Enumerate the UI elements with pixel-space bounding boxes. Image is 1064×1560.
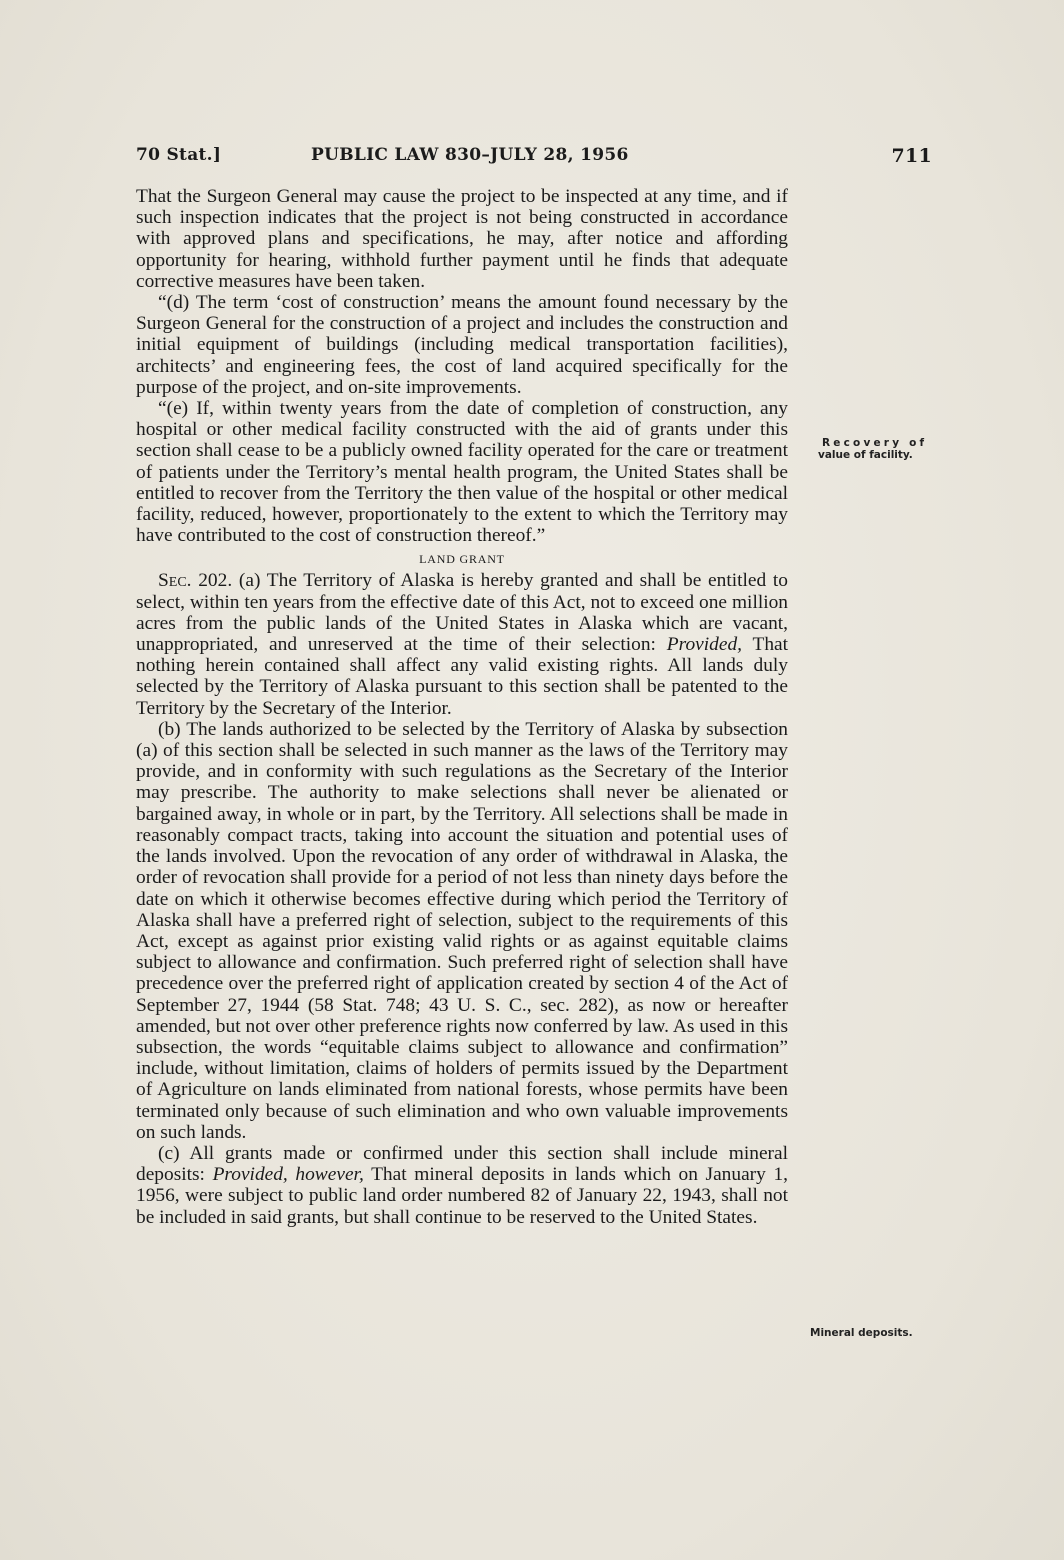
paragraph-d-cost-of-construction: “(d) The term ‘cost of construction’ means the amount found necessary by the Surgeon General for the construction of a project and includes the construction and initial equipment of buildings (including medical transportation facilities), architects’ and engineering fees, the cost of land acquired specifically for the purpose of the project, and on-site improvements. [136, 292, 788, 398]
paragraph-inspection: That the Surgeon General may cause the project to be inspected at any time, and if such inspection indicates that the project is not being constructed in accordance with approved plans and specifications, he may, after notice and affording opportunity for hearing, withhold further payment until he finds that adequate corrective measures have been taken. [136, 186, 788, 292]
paragraph-sec202-a [136, 570, 788, 718]
margin-note-recovery [818, 437, 938, 461]
paragraph-sec202-b: (b) The lands authorized to be selected by the Territory of Alaska by subsection (a) of this section shall be selected in such manner as the laws of the Territory may provide, and in conformity with such regulations as the Secretary of the Interior may prescribe. The authority to make selections shall never be alienated or bargained away, in whole or in part, by the Territory. All selections shall be made in reasonably compact tracts, taking into account the situation and potential uses of the lands involved. Upon the revocation of any order of withdrawal in Alaska, the order of revocation shall provide for a period of not less than ninety days before the date on which it otherwise becomes effective during which period the Territory of Alaska shall have a preferred right of selection, subject to the requirements of this Act, except as against prior existing valid rights or as against equitable claims subject to allowance and confirmation. Such preferred right of selection shall have precedence over the preferred right of application created by section 4 of the Act of September 27, 1944 (58 Stat. 748; 43 U. S. C., sec. 282), as now or hereafter amended, but not over other preference rights now conferred by law. As used in this subsection, the words “equitable claims subject to allowance and confirmation” include, without limitation, claims of holders of permits issued by the Department of Agriculture on lands eliminated from national forests, whose permits have been terminated only because of such elimination and who own valuable improvements on such lands. [136, 718, 788, 1143]
page-number: 711 [891, 145, 932, 167]
sec202-c-text: (c) All grants made or confirmed under this section shall include mineral deposits: [136, 1142, 788, 1186]
section-heading-land-grant: LAND GRANT [419, 552, 505, 567]
sec202-c-proviso-text: That mineral deposits in lands which on January 1, 1956, were subject to public land order numbered 82 of January 22, 1943, shall not be included in said grants, but shall continue to be reserved to the United States. [136, 1164, 788, 1228]
volume-reference: 70 Stat.] [136, 145, 222, 165]
body-text [136, 186, 788, 1228]
margin-note-recovery-line1: Recovery of [822, 437, 928, 449]
sec202-a-text: (a) The Territory of Alaska is hereby granted and shall be entitled to select, within ten years from the effective date of this Act, not to exceed one million acres from the public lands of the United States in Alaska which are vacant, unappropriated, and unreserved at the time of their selection: [136, 570, 788, 656]
proviso-keyword-however: Provided, however, [212, 1164, 364, 1186]
paragraph-sec202-c [136, 1143, 788, 1228]
paragraph-e-recovery: “(e) If, within twenty years from the date of completion of construction, any hospital or other medical facility constructed with the aid of grants under this section shall cease to be a publicly owned facility operated for the care or treatment of patients under the Territory’s mental health program, the United States shall be entitled to recover from the Territory the then value of the hospital or other medical facility, reduced, however, proportionately to the extent to which the Territory may have contributed to the cost of construction thereof.” [136, 398, 788, 547]
page-title: PUBLIC LAW 830–JULY 28, 1956 [311, 145, 629, 165]
margin-note-recovery-line2: value of facility. [818, 449, 913, 461]
page-header [136, 145, 932, 169]
sec202-a-proviso-text: That nothing herein contained shall affect any valid existing rights. All lands duly selected by the Territory of Alaska pursuant to this section shall be patented to the Territory by the Secretary of the Interior. [136, 634, 789, 719]
margin-note-mineral: Mineral deposits. [810, 1327, 913, 1339]
proviso-keyword: Provided, [666, 634, 742, 656]
section-number: Sec. 202. [158, 570, 233, 592]
